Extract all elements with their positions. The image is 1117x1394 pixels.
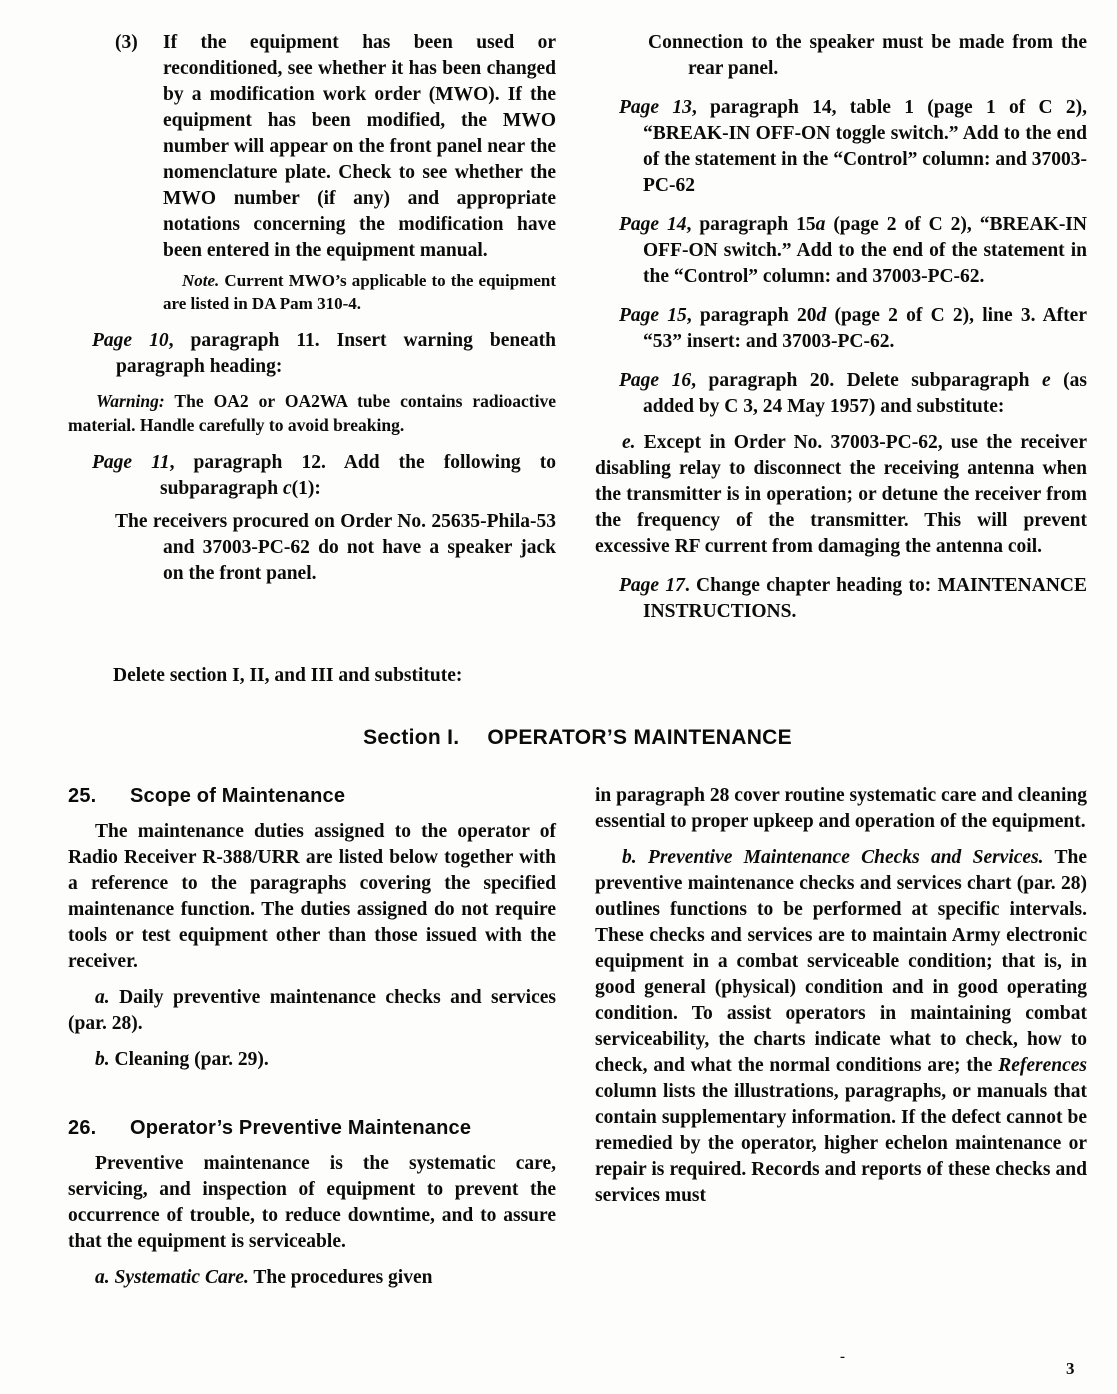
note-current-mwo: Note. Current MWO’s applicable to the equipment are listed in DA Pam 310-4. [163,271,556,313]
cleaning-item: b. Cleaning (par. 29). [95,1049,269,1070]
page-14-change: Page 14, paragraph 15a (page 2 of C 2), “BREAK-IN OFF-ON switch.” Add to the end of the statement in the “Control” column: and 37003-PC-62. [619,214,1087,287]
systematic-care-item: a. Systematic Care. The procedures given [95,1267,433,1288]
page-13-change: Page 13, paragraph 14, table 1 (page 1 of C 2), “BREAK-IN OFF-ON toggle switch.” Add to the end of the statement in the “Control” column: and 37003-PC-62 [619,97,1087,196]
top-left-column [68,30,556,625]
bottom-two-column-section [68,783,1087,1291]
bottom-right-column [595,783,1087,1291]
scope-paragraph: The maintenance duties assigned to the operator of Radio Receiver R-388/URR are listed below together with a reference to the paragraphs covering the specified maintenance function. The duties assigned do not require tools or test equipment other than those issued with the receiver. [68,821,556,972]
pmcs-paragraph: b. Preventive Maintenance Checks and Services. The preventive maintenance checks and services chart (par. 28) outlines functions to be performed at specific intervals. These checks and services are to maintain Army electronic equipment in a combat serviceable condition; that is, in good general (physical) condition and in good operating condition. To assist operators in maintaining combat serviceability, the charts indicate what to check, how to check, and what the normal conditions are; the References column lists the illustrations, paragraphs, or manuals that contain supplementary information. If the defect cannot be remedied by the operator, higher echelon maintenance or repair is required. Records and reports of these checks and services must [595,847,1088,1206]
heading-25-number: 25. [68,785,97,807]
heading-26-number: 26. [68,1117,97,1139]
page-10-change: Page 10, paragraph 11. Insert warning beneath paragraph heading: [92,330,556,377]
delete-sections-line: Delete section I, II, and III and substitute: [113,665,463,686]
top-right-column [595,30,1087,625]
section-1-title: OPERATOR’S MAINTENANCE [487,726,792,749]
stray-scan-mark: - [840,1349,845,1365]
page-16-change: Page 16, paragraph 20. Delete subparagraph e (as added by C 3, 24 May 1957) and substitute: [619,370,1087,417]
speaker-connection-continuation: Connection to the speaker must be made from the rear panel. [648,32,1087,79]
inserted-receivers-text: The receivers procured on Order No. 25635-Phila-53 and 37003-PC-62 do not have a speaker jack on the front panel. [115,511,556,584]
page-17-change: Page 17. Change chapter heading to: MAINTENANCE INSTRUCTIONS. [619,575,1087,622]
daily-checks-item: a. Daily preventive maintenance checks and services (par. 28). [68,987,556,1034]
list-item-3-label: (3) [115,32,138,53]
preventive-paragraph: Preventive maintenance is the systematic care, servicing, and inspection of equipment to prevent the occurrence of trouble, to reduce downtime, and to assure that the equipment is serviceable. [68,1153,556,1252]
list-item-3-text: If the equipment has been used or reconditioned, see whether it has been changed by a modification work order (MWO). If the equipment has been modified, the MWO number will appear on the front panel near the nomenclature plate. Check to see whether the MWO number (if any) and appropriate notations concerning the modification have been entered in the equipment manual. [163,32,556,261]
section-1-label: Section I. [363,726,460,749]
paragraph-28-continuation: in paragraph 28 cover routine systematic care and cleaning essential to proper upkeep and operation of the equipment. [595,785,1087,832]
page-number: 3 [1066,1359,1075,1378]
page-11-change: Page 11, paragraph 12. Add the following to subparagraph c(1): [92,452,556,499]
section-1-heading [68,725,1087,751]
top-two-column-section [68,30,1087,625]
bottom-left-column [68,783,556,1291]
list-item-3 [68,30,556,264]
heading-25-title: Scope of Maintenance [130,785,346,807]
heading-26 [68,1115,556,1141]
heading-26-title: Operator’s Preventive Maintenance [130,1117,472,1139]
page-15-change: Page 15, paragraph 20d (page 2 of C 2), line 3. After “53” insert: and 37003-PC-62. [619,305,1087,352]
heading-25 [68,783,556,809]
subparagraph-e-text: e. Except in Order No. 37003-PC-62, use the receiver disabling relay to disconnect the receiving antenna when the transmitter is in operation; or detune the receiver from the frequency of the transmitter. This will prevent excessive RF current from damaging the antenna coil. [595,432,1087,557]
radioactive-warning: Warning: The OA2 or OA2WA tube contains radioactive material. Handle carefully to avoid breaking. [68,391,556,435]
